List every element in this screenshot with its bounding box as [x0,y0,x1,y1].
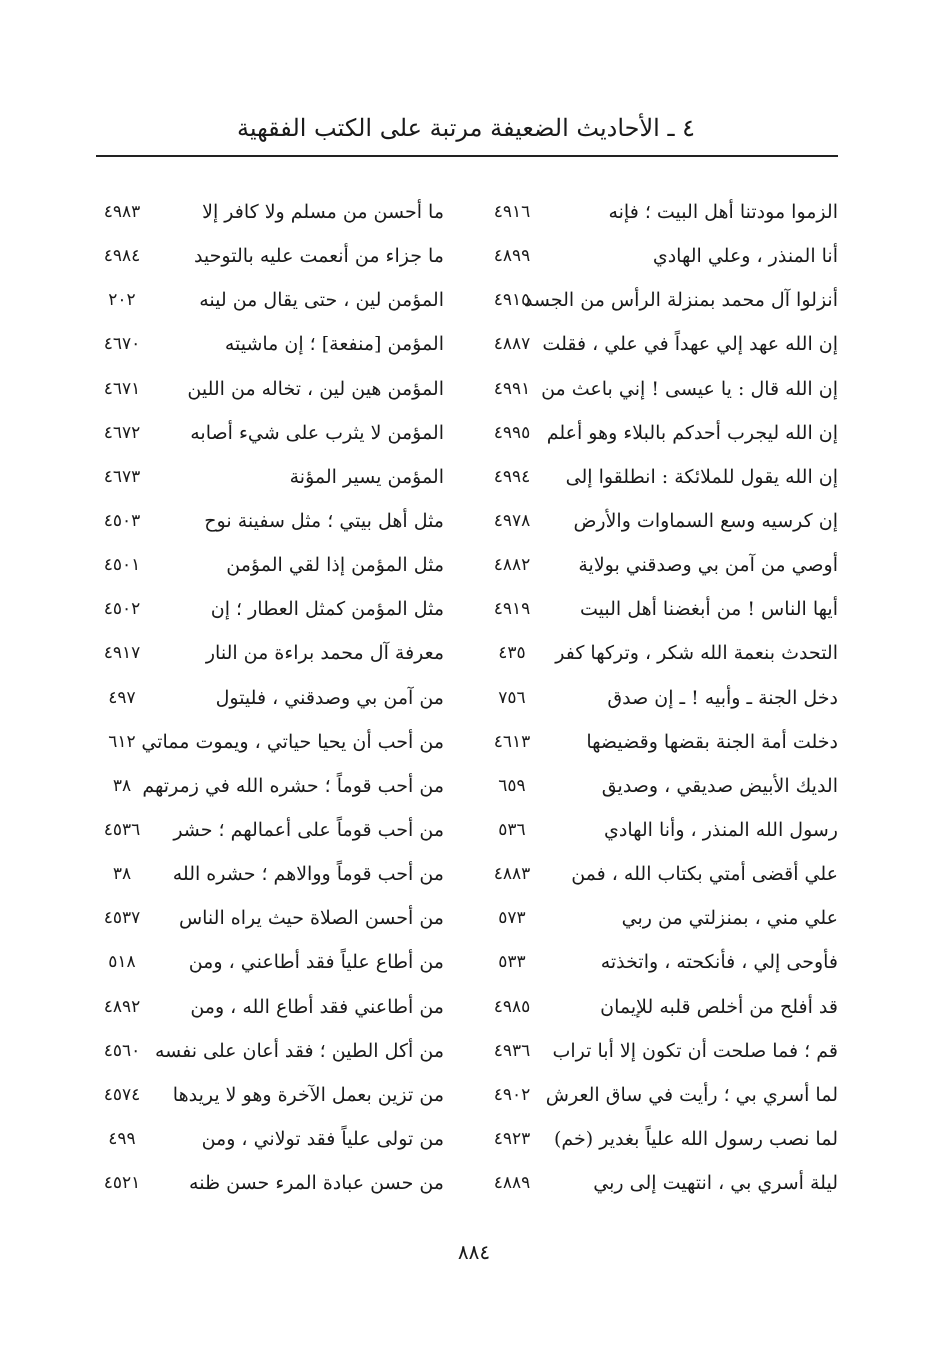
entry-text-left: من تزين بعمل الآخرة وهو لا يريدها [172,1083,444,1106]
entry-number-left: ٤٦٧٢ [103,422,141,443]
entry-text-right: علي أقضى أمتي بكتاب الله ، فمن [571,863,838,886]
index-row [0,808,948,852]
entry-number-left: ٤٨٩٢ [103,996,141,1017]
entry-number-left: ٦١٢ [108,731,136,752]
entry-number-left: ٤٥٣٧ [103,908,141,929]
entry-number-right: ٧٥٦ [498,687,526,708]
index-table [0,190,948,1205]
entry-text-right: دخل الجنة ـ وأبيه ! ـ إن صدق [607,686,838,709]
index-row [0,631,948,675]
entry-number-right: ٤٨٨٧ [493,334,531,355]
entry-text-left: المؤمن يسير المؤنة [289,465,444,488]
entry-text-right: قم ؛ فما صلحت أن تكون إلا أبا تراب [552,1039,838,1062]
running-header-title: ٤ ـ الأحاديث الضعيفة مرتبة على الكتب الفقهية [236,114,695,142]
entry-number-left: ٤٩١٧ [103,643,141,664]
entry-number-right: ٤٩٠٢ [493,1084,531,1105]
entry-text-left: ما جزاء من أنعمت عليه بالتوحيد [193,245,444,268]
entry-text-right: أيها الناس ! من أبغضنا أهل البيت [579,598,838,621]
entry-text-left: من أحب قوماً على أعمالهم ؛ حشر [173,818,444,841]
entry-text-left: المؤمن لين ، حتى يقال من لينه [199,289,444,312]
index-row [0,852,948,896]
entry-text-left: من أحسن الصلاة حيث يراه الناس [178,907,444,930]
entry-number-right: ٦٥٩ [498,775,526,796]
entry-text-left: من أطاع علياً فقد أطاعني ، ومن [188,951,444,974]
index-row [0,1073,948,1117]
index-row [0,278,948,322]
entry-text-left: من أحب قوماً ؛ حشره الله في زمرتهم [142,774,444,797]
index-row [0,234,948,278]
page-number: ٨٨٤ [457,1240,491,1264]
entry-text-right: دخلت أمة الجنة بقضها وقضيضها [586,730,838,753]
entry-text-right: إن الله قال : يا عيسى ! إني باعث من [541,377,838,400]
entry-text-left: مثل المؤمن كمثل العطار ؛ إن [210,598,444,621]
index-row [0,455,948,499]
index-row [0,543,948,587]
entry-text-left: من أطاعني فقد أطاع الله ، ومن [190,995,444,1018]
entry-number-right: ٥٣٦ [498,819,526,840]
entry-number-left: ٤٥٠٢ [103,599,141,620]
entry-number-left: ٤٥٧٤ [103,1084,141,1105]
entry-number-right: ٤٩٩٤ [493,466,531,487]
entry-text-left: من حسن عبادة المرء حسن ظنه [189,1172,444,1195]
entry-text-right: لما نصب رسول الله علياً بغدير (خم) [553,1127,838,1150]
index-row [0,322,948,366]
entry-text-left: من تولى علياً فقد تولاني ، ومن [201,1127,444,1150]
entry-text-right: أنزلوا آل محمد بمنزلة الرأس من الجسد [523,289,838,312]
entry-text-right: ليلة أسري بي ، انتهيت إلى ربي [593,1172,838,1195]
entry-text-right: إن الله ليجرب أحدكم بالبلاء وهو أعلم [546,421,838,444]
entry-number-right: ٤٩٧٨ [493,510,531,531]
entry-number-left: ٤٥٠١ [103,555,141,576]
entry-text-right: أنا المنذر ، وعلي الهادي [652,245,838,268]
entry-number-left: ٤٥٦٠ [103,1040,141,1061]
entry-text-right: علي مني ، بمنزلتي من ربي [621,907,838,930]
entry-text-left: معرفة آل محمد براءة من النار [205,642,444,665]
entry-number-left: ٥١٨ [108,952,136,973]
entry-text-left: من أكل الطين ؛ فقد أعان على نفسه [154,1039,444,1062]
index-row [0,764,948,808]
entry-text-left: من أحب أن يحيا حياتي ، ويموت مماتي [141,730,444,753]
index-row [0,896,948,940]
index-row [0,676,948,720]
entry-number-left: ٢٠٢ [108,290,136,311]
entry-text-right: قد أفلح من أخلص قلبه للإيمان [600,995,838,1018]
entry-number-right: ٥٧٣ [498,908,526,929]
entry-number-left: ٤٥٠٣ [103,510,141,531]
entry-number-right: ٤٩٩١ [493,378,531,399]
entry-text-right: إن الله عهد إلي عهداً في علي ، فقلت [542,333,838,356]
entry-text-right: إن الله يقول للملائكة : انطلقوا إلى [565,465,838,488]
entry-number-left: ٤٩٨٣ [103,202,141,222]
entry-text-left: المؤمن هين لين ، تخاله من اللين [187,377,444,400]
header-rule [96,155,838,157]
entry-text-left: المؤمن لا يثرب على شيء أصابه [190,421,444,444]
entry-number-right: ٤٨٨٩ [493,1173,531,1194]
entry-number-left: ٣٨ [112,864,132,885]
entry-number-right: ٤٩٢٣ [493,1128,531,1149]
entry-text-right: الزموا مودتنا أهل البيت ؛ فإنه [608,201,838,223]
entry-number-left: ٤٥٢١ [103,1173,141,1194]
entry-text-right: لما أسري بي ؛ رأيت في ساق العرش [545,1083,838,1106]
entry-text-left: من آمن بي وصدقني ، فليتول [215,686,444,709]
entry-number-left: ٤٩٩ [108,1128,136,1149]
entry-number-right: ٤٦١٣ [493,731,531,752]
index-row [0,720,948,764]
entry-number-right: ٤٨٨٣ [493,864,531,885]
entry-text-right: فأوحى إلي ، فأنكحته ، واتخذته [600,951,838,974]
index-row [0,367,948,411]
entry-text-left: من أحب قوماً ووالاهم ؛ حشره الله [172,863,444,886]
entry-number-right: ٥٣٣ [498,952,526,973]
entry-number-left: ٤٦٧٣ [103,466,141,487]
entry-number-right: ٤٩١٩ [493,599,531,620]
entry-text-left: المؤمن [منفعة] ؛ إن ماشيته [224,333,444,356]
entry-number-left: ٤٩٧ [108,687,136,708]
index-row [0,190,948,234]
index-row [0,411,948,455]
entry-number-left: ٤٦٧١ [103,378,141,399]
entry-number-left: ٤٦٧٠ [103,334,141,355]
entry-number-left: ٤٩٨٤ [103,246,141,267]
index-row [0,940,948,984]
entry-text-right: أوصي من آمن بي وصدقني بولاية [578,554,838,577]
entry-number-right: ٤٣٥ [498,643,526,664]
index-row [0,499,948,543]
entry-number-left: ٣٨ [112,775,132,796]
entry-number-left: ٤٥٣٦ [103,819,141,840]
entry-text-left: مثل المؤمن إذا لقي المؤمن [226,554,444,577]
index-row [0,985,948,1029]
index-row [0,1117,948,1161]
entry-number-right: ٤٩٣٦ [493,1040,531,1061]
entry-text-right: إن كرسيه وسع السماوات والأرض [573,509,838,532]
entry-text-left: مثل أهل بيتي ؛ مثل سفينة نوح [204,509,444,532]
entry-number-right: ٤٩٨٥ [493,996,531,1017]
index-row [0,587,948,631]
entry-number-right: ٤٩١٦ [493,202,531,222]
entry-text-left: ما أحسن من مسلم ولا كافر إلا [202,201,444,223]
entry-text-right: التحدث بنعمة الله شكر ، وتركها كفر [555,642,838,665]
index-row [0,1029,948,1073]
entry-number-right: ٤٨٩٩ [493,246,531,267]
entry-text-right: الديك الأبيض صديقي ، وصديق [601,774,838,797]
index-row [0,1161,948,1205]
entry-number-right: ٤٩١٥ [493,290,531,311]
entry-number-right: ٤٨٨٢ [493,555,531,576]
entry-text-right: رسول الله المنذر ، وأنا الهادي [603,818,838,841]
entry-number-right: ٤٩٩٥ [493,422,531,443]
